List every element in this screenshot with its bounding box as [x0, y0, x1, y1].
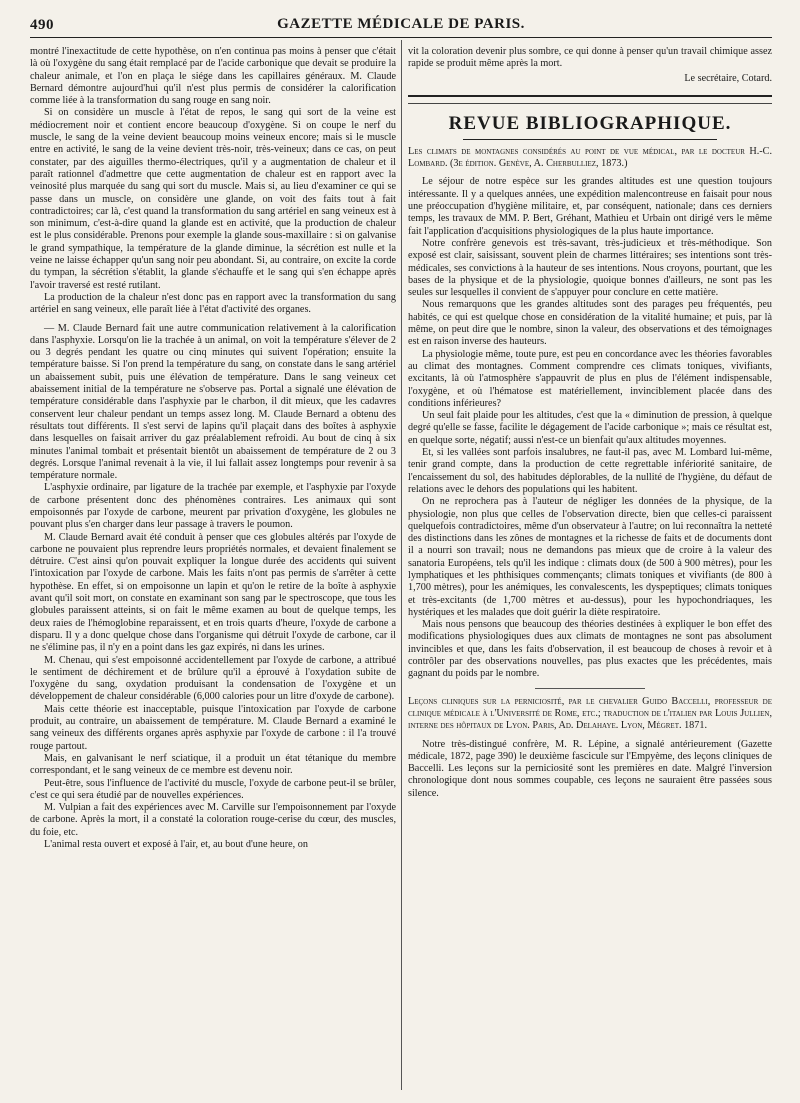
review-paragraph: Mais nous pensons que beaucoup des théories destinées à expliquer le bon effet des modifications physiologiques dues aux climats de montagnes ne sont pas absolument invincibles et que, dans les faits d'observation, il est beaucoup de choses à revoir et à contrôler par des observations nouvelles, pas plus exactes que les précédentes, mais gagnant du poids par le nombre. [408, 619, 772, 680]
page-number: 490 [30, 17, 54, 33]
left-column [30, 46, 396, 1091]
running-header [30, 12, 772, 38]
review-paragraph: La physiologie même, toute pure, est peu en concordance avec les théories favorables au climat des montagnes. Comment comprendre ces climats toniques, vivifiants, excitants, là où l'atmosphère s'appauvrit de plus en plus de l'élément indispensable, l'oxygène, et où l'hématose est matériellement, invinciblement placée dans des conditions inférieures? [408, 348, 772, 409]
left-paragraph: L'asphyxie ordinaire, par ligature de la trachée par exemple, et l'asphyxie par l'oxyde de carbone présentent donc des phénomènes contraires. Les animaux qui sont empoisonnés par l'oxyde de carbone, meurent par privation d'oxygène, les globules ne pouvant plus s'en charger dans leur passage à travers le poumon. [30, 482, 396, 531]
review-paragraph: On ne reprochera pas à l'auteur de négliger les données de la physique, de la physiologie, non plus que celles de l'observation directe, bien que celles-ci paraissent quelquefois contradictoires, même d'un observateur à l'autre; on lui reconnaîtra la netteté des distinctions dans les zônes de montagnes et la richesse de faits et de documents dont il a nourri son travail; nous ne demandons pas mieux que de croire à la valeur des sanatoria Européens, tels qu'il les indique : climats doux (de 500 à 900 mètres), pour les lymphatiques et les phthisiques commençants; climats toniques et vivifiants (de 800 à 1,700 mètres), pour les anémiques, les convalescents, les dyspeptiques; climats toniques et très-excitants (de 1,700 mètres et au-dessus), pour les hypochondriaques, les hystériques et les malades que doit guérir la diète respiratoire. [408, 496, 772, 618]
left-paragraph: Mais, en galvanisant le nerf sciatique, il a produit un état tétanique du membre correspondant, et le sang veineux de ce membre est devenu noir. [30, 752, 396, 777]
entry-separator [535, 688, 644, 689]
left-paragraph: montré l'inexactitude de cette hypothèse, on n'en continua pas moins à penser que c'était là où l'oxygène du sang était remplacé par de l'acide carbonique que devait se produire la chaleur animale, et l'on en plaça le siége dans les capillaires généraux. M. Claude Bernard démontre aujourd'hui qu'il n'est plus permis de considérer la calorification comme liée à la transformation du sang rouge en sang noir. [30, 46, 396, 107]
review-paragraph: Notre confrère genevois est très-savant, très-judicieux et très-méthodique. Son exposé est clair, saisissant, souvent plein de charmes littéraires; ses intentions sont très-médicales, ses convictions à la hauteur de ses intentions. Nous croyons, pourtant, que les bases de la physique et de la physiologie, quoique bonnes d'ailleurs, ne sont pas les seules sur lesquelles il convient de s'appuyer pour conclure en cette matière. [408, 237, 772, 299]
left-paragraph: M. Claude Bernard avait été conduit à penser que ces globules altérés par l'oxyde de carbone ne pouvaient plus reprendre leurs propriétés normales, et devaient finalement se détruire. C'est ainsi qu'on pouvait expliquer la longue durée des accidents qui suivent l'intoxication par l'oxyde de carbone. Mais les faits n'ont pas permis de s'arrêter à cette hypothèse. En effet, si on empoisonne un lapin et qu'on le retire de la boîte à asphyxie avant qu'il soit mort, on constate en examinant son sang par le spectroscope, que tous les globules paraissent atteints, si on fait le même examen au bout de quelque temps, les deux raies de l'hémoglobine reparaissent, et en trois quarts d'heure, l'oxyde de carbone a disparu. Il y a donc quelque chose dans l'organisme qui détruit l'oxyde de carbone, car il ne s'élimine pas, il n'y en a point dans les gaz expirés, ni dans les urines. [30, 531, 396, 654]
review-paragraph: Notre très-distingué confrère, M. R. Lépine, a signalé antérieurement (Gazette médicale, 1872, page 390) le deuxième fascicule sur l'Empyème, des leçons cliniques de Baccelli. Les leçons sur la perniciosité sont les premières en date. Malgré l'inversion chronologique dont nous sommes coupable, ces leçons ne sauraient être passées sous silence. [408, 738, 772, 799]
section-title: REVUE BIBLIOGRAPHIQUE. [448, 112, 732, 134]
left-paragraph: — M. Claude Bernard fait une autre communication relativement à la calorification dans l'asphyxie. Lorsqu'on lie la trachée à un animal, on voit la température s'élever de 2 ou 3 degrés pendant les quatre ou cinq minutes qui suivent l'opération; ensuite la température baisse. Si l'on prend la température du sang, on constate dans le sang artériel un abaissement subit, puis une élévation de température. Dans le sang veineux cet abaissement initial de la température ne s'observe pas. Portal a signalé une élévation de température considérable dans l'asphyxie par le charbon, il dit mieux, que les cadavres conservent leur chaleur pendant un temps assez long. M. Claude Bernard a obtenu des résultats tout différents. Il s'est servi de lapins qu'il plaçait dans des boîtes à asphyxie dans lesquelles on faisait arriver du gaz préalablement refroidi. Au bout de cinq à six minutes l'animal tombait et présentait bientôt un abaissement de température de 2 ou 3 degrés. Lorsque l'animal revenait à la vie, il lui fallait assez longtemps pour revenir à sa température normale. [30, 322, 396, 482]
left-paragraph: M. Vulpian a fait des expériences avec M. Carville sur l'empoisonnement par l'oxyde de carbone. Après la mort, il a constaté la coloration rouge-cerise du cœur, des muscles, du foie, etc. [30, 802, 396, 838]
journal-title: GAZETTE MÉDICALE DE PARIS. [277, 16, 525, 32]
column-divider [401, 40, 402, 1090]
review-heading: Leçons cliniques sur la perniciosité, par le chevalier Guido Baccelli, professeur de clinique médicale à l'Université de Rome, etc.; traduction de l'italien par Louis Jullien, interne des hôpitaux de Lyon. Paris, Ad. Delahaye. Lyon, Mégret. 1871. [408, 695, 772, 732]
review-paragraph: Un seul fait plaide pour les altitudes, c'est que la « diminution de pression, à quelque degré qu'elle se fasse, facilite le dégagement de l'acide carbonique »; mais ce résultat est, en quelque sorte, négatif; aussi n'est-ce un bienfait qu'aux altitudes moyennes. [408, 410, 772, 446]
left-paragraph: L'animal resta ouvert et exposé à l'air, et, au bout d'une heure, on [44, 839, 308, 850]
section-rule-thin [408, 103, 772, 104]
left-paragraph: La production de la chaleur n'est donc pas en rapport avec la transformation du sang artériel en sang veineux, elle paraît liée à l'état d'activité des organes. [30, 291, 396, 316]
left-paragraph: Si on considère un muscle à l'état de repos, le sang qui sort de la veine est médiocrement noir et contient encore beaucoup d'oxygène. Si on coupe le nerf du muscle, le sang de la veine devient beaucoup moins veineux encore; mais si le muscle entre en activité, le sang de la veine devient très-noir, très-veineux; dans ce cas, on peut constater, par des aiguilles thermo-électriques, qu'il y a augmentation de chaleur et il paraît rationnel d'admettre que cette augmentation de chaleur est en rapport avec la veinosité plus marquée du sang qui sort du muscle. Mais si, au lieu d'examiner ce qui se passe dans un muscle, on considère une glande, on voit des faits tout à fait contradictoires; car là, c'est quand la transformation du sang artériel en sang veineux est à son minimum, c'est-à-dire quand la glande est en activité, que la production de chaleur est le plus considérable. Prenons pour exemple la glande sous-maxillaire : si on galvanise le grand sympathique, la température de la glande diminue, la sécrétion est nulle et la veine ne laisse échapper qu'un sang noir peu abondant. Si, au contraire, on excite la corde du tympan, la sécrétion s'établit, la glande s'échauffe et le sang qui s'en échappe après l'avoir traversé est resté rutilant. [30, 107, 396, 291]
review-heading: Les climats de montagnes considérés au point de vue médical, par le docteur H.-C. Lombard. (3e édition. Genève, A. Cherbulliez, 1873.) [408, 145, 772, 170]
left-paragraph: Mais cette théorie est inacceptable, puisque l'intoxication par l'oxyde de carbone produit, au contraire, un abaissement de température. M. Claude Bernard a examiné le sang veineux des différents organes après asphyxie par l'oxyde de carbone : il l'a trouvé rouge partout. [30, 703, 396, 752]
section-rule [408, 95, 772, 97]
right-top-paragraph: vit la coloration devenir plus sombre, ce qui donne à penser qu'un travail chimique assez rapide se produit même après la mort. [408, 46, 772, 70]
signature: Le secrétaire, Cotard. [684, 72, 772, 84]
review-paragraph: Et, si les vallées sont parfois insalubres, ne faut-il pas, avec M. Lombard lui-même, tenir grand compte, dans la production de cette regrettable infériorité sanitaire, de l'encaissement du sol, des habitudes déplorables, de la nullité de l'hygiène, du défaut de relations avec le dehors des populations qui les habitent. [408, 447, 772, 495]
left-paragraph: M. Chenau, qui s'est empoisonné accidentellement par l'oxyde de carbone, a attribué le sentiment de déchirement et de brûlure qu'il a éprouvé à l'oxydation subite de l'oxygène du sang, oxydation produisant la condensation de l'oxygène et un développement de chaleur considérable (6,000 calories pour un litre d'oxyde de carbone). [30, 654, 396, 703]
left-paragraph: Peut-être, sous l'influence de l'activité du muscle, l'oxyde de carbone peut-il se brûler, c'est ce qui sera étudié par de nouvelles expériences. [30, 777, 396, 801]
review-paragraph: Nous remarquons que les grandes altitudes sont des parages peu fréquentés, peu habités, ce qui est quelque chose en considération de la vitalité humaine; et puis, par là même, on peut dire que le nombre, sinon la valeur, des observations et des témoignages est en raison inverse des hauteurs. [408, 299, 772, 348]
right-column [408, 46, 772, 1091]
review-paragraph: Le séjour de notre espèce sur les grandes altitudes est une question toujours intéressante. Il y a quelques années, une expédition malencontreuse en faisait pour nous une préoccupation d'hygiène militaire, et, par conséquent, nationale; dans ces derniers temps, les travaux de MM. P. Bert, Gréhant, Mathieu et Urbain ont dirigé vers le même fait l'application d'acquisitions physiologiques de la plus haute importance. [408, 176, 772, 237]
title-underline [463, 139, 718, 140]
